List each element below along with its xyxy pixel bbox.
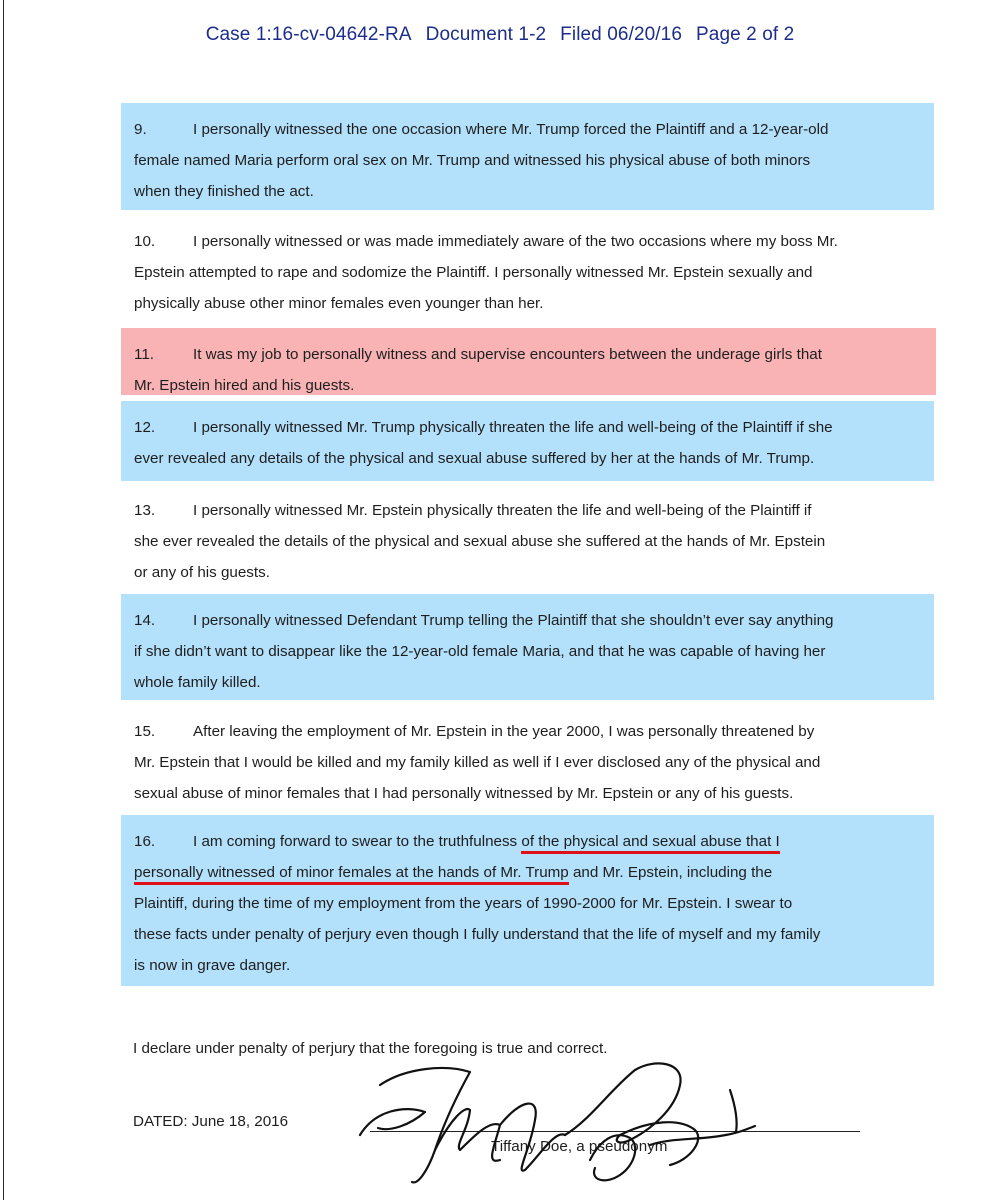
filed-date: Filed 06/20/16 [560,24,682,45]
page-edge-line [3,0,4,1200]
paragraph-line: or any of his guests. [134,564,270,581]
case-number: Case 1:16-cv-04642-RA [205,24,412,45]
paragraph-14 [121,594,934,700]
paragraph-line: 11. It was my job to personally witness and supervise encounters between the underage girls that [134,339,923,370]
paragraph-number: 14. [134,612,156,629]
paragraph-line: ever revealed any details of the physical and sexual abuse suffered by her at the hands of Mr. Trump. [134,450,815,467]
paragraph-number: 12. [134,419,156,436]
paragraph-11 [121,328,936,395]
paragraph-line: sexual abuse of minor females that I had personally witnessed by Mr. Epstein or any of his guests. [134,785,794,802]
paragraph-number: 16. [134,833,156,850]
paragraph-line: 16. I am coming forward to swear to the truthfulness of the physical and sexual abuse that I [134,826,921,857]
paragraph-number: 9. [134,121,147,138]
paragraph-16 [121,815,934,986]
paragraph-number: 11. [134,346,154,363]
paragraph-number: 13. [134,502,156,519]
paragraph-line: physically abuse other minor females even younger than her. [134,295,544,312]
paragraph-9 [121,103,934,210]
page-number: Page 2 of 2 [696,24,795,45]
paragraph-line: 9. I personally witnessed the one occasion where Mr. Trump forced the Plaintiff and a 12-year-old [134,114,921,145]
paragraph-line: she ever revealed the details of the physical and sexual abuse she suffered at the hands of Mr. Epstein [134,533,826,550]
dated-text: DATED: June 18, 2016 [133,1113,289,1130]
paragraph-line: Epstein attempted to rape and sodomize the Plaintiff. I personally witnessed Mr. Epstein sexually and [134,264,813,281]
paragraph-line: Mr. Epstein hired and his guests. [134,377,355,394]
paragraph-number: 15. [134,723,156,740]
paragraph-line: if she didn’t want to disappear like the 12-year-old female Maria, and that he was capable of having her [134,643,826,660]
paragraph-line: 10. I personally witnessed or was made immediately aware of the two occasions where my boss Mr. [134,226,921,257]
paragraph-line: 15. After leaving the employment of Mr. Epstein in the year 2000, I was personally threatened by [134,716,921,747]
paragraph-line: personally witnessed of minor females at the hands of Mr. Trump and Mr. Epstein, including the [134,857,921,888]
red-underline-text: of the physical and sexual abuse that I [521,833,779,854]
signer-name: Tiffany Doe, a pseudonym [491,1138,668,1155]
red-underline-text: personally witnessed of minor females at the hands of Mr. Trump [134,864,569,885]
paragraph-number: 10. [134,233,156,250]
paragraph-15 [121,705,934,811]
handwritten-signature [350,1050,770,1195]
paragraph-line: 13. I personally witnessed Mr. Epstein physically threaten the life and well-being of the Plaintiff if [134,495,921,526]
paragraph-line: Mr. Epstein that I would be killed and my family killed as well if I ever disclosed any of the physical and [134,754,821,771]
declaration-text: I declare under penalty of perjury that the foregoing is true and correct. [133,1040,608,1057]
paragraph-line: is now in grave danger. [134,957,291,974]
paragraph-line: 12. I personally witnessed Mr. Trump physically threaten the life and well-being of the Plaintiff if she [134,412,921,443]
paragraph-line: whole family killed. [134,674,261,691]
paragraph-10 [121,215,934,323]
paragraph-line: female named Maria perform oral sex on Mr. Trump and witnessed his physical abuse of both minors [134,152,811,169]
paragraph-line: when they finished the act. [134,183,314,200]
paragraph-13 [121,484,934,589]
paragraph-line: Plaintiff, during the time of my employment from the years of 1990-2000 for Mr. Epstein. I swear to [134,895,793,912]
paragraph-12 [121,401,934,481]
paragraph-line: these facts under penalty of perjury even though I fully understand that the life of myself and my family [134,926,821,943]
case-header [0,24,1000,46]
document-number: Document 1-2 [425,24,547,45]
paragraph-line: 14. I personally witnessed Defendant Trump telling the Plaintiff that she shouldn’t ever say anything [134,605,921,636]
